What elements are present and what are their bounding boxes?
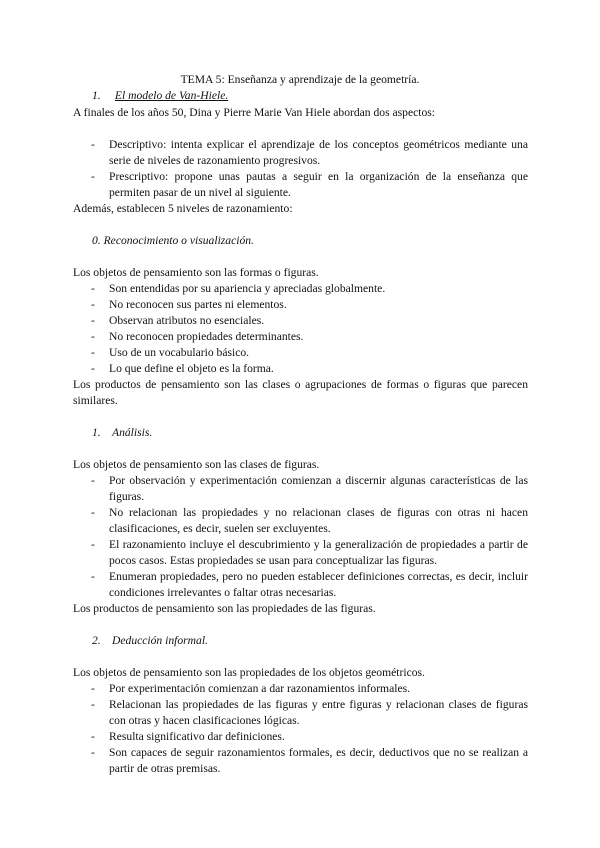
level-2-list bbox=[73, 681, 528, 777]
section-heading-text: El modelo de Van-Hiele. bbox=[114, 89, 229, 102]
list-item: - Prescriptivo: propone unas pautas a seguir en la organización de la enseñanza que permiten pasar de un nivel al siguiente. bbox=[91, 170, 528, 199]
list-item: - No reconocen sus partes ni elementos. bbox=[91, 298, 287, 311]
level-1-list bbox=[73, 473, 528, 601]
list-item: - Uso de un vocabulario básico. bbox=[91, 346, 250, 359]
section-intro: A finales de los años 50, Dina y Pierre Marie Van Hiele abordan dos aspectos: bbox=[73, 106, 435, 119]
level-0-products: Los productos de pensamiento son las clases o agrupaciones de formas o figuras que parecen similares. bbox=[73, 378, 528, 407]
section-heading-van-hiele bbox=[92, 88, 228, 104]
list-item: - Relacionan las propiedades de las figuras y entre figuras y relacionan clases de figuras con otras y hacen clasificaciones lógicas. bbox=[91, 698, 528, 727]
level-2-heading: 2. Deducción informal. bbox=[92, 634, 208, 647]
level-0-objects: Los objetos de pensamiento son las formas o figuras. bbox=[73, 266, 319, 279]
list-item: - Observan atributos no esenciales. bbox=[91, 314, 265, 327]
level-1-products: Los productos de pensamiento son las propiedades de las figuras. bbox=[73, 602, 376, 615]
list-item: - Descriptivo: intenta explicar el aprendizaje de los conceptos geométricos mediante una serie de niveles de razonamiento progresivos. bbox=[91, 138, 528, 167]
list-item: - Lo que define el objeto es la forma. bbox=[91, 362, 274, 375]
level-0-list bbox=[73, 281, 528, 377]
section-number: 1. bbox=[92, 89, 101, 102]
list-item: - El razonamiento incluye el descubrimiento y la generalización de propiedades a partir de pocos casos. Estas propiedades se usan para conceptualizar las figuras. bbox=[91, 538, 528, 567]
list-item: - Por experimentación comienzan a dar razonamientos informales. bbox=[91, 682, 410, 695]
page-title: TEMA 5: Enseñanza y aprendizaje de la geometría. bbox=[180, 73, 420, 86]
list-item: - Enumeran propiedades, pero no pueden establecer definiciones correctas, es decir, incluir condiciones irrelevantes o faltar otras necesarias. bbox=[91, 570, 528, 599]
list-item: - Resulta significativo dar definiciones. bbox=[91, 730, 285, 743]
level-0-heading: 0. Reconocimiento o visualización. bbox=[92, 234, 254, 247]
list-item: - No reconocen propiedades determinantes. bbox=[91, 330, 304, 343]
level-2-objects: Los objetos de pensamiento son las propiedades de los objetos geométricos. bbox=[73, 666, 425, 679]
level-1-heading: 1. Análisis. bbox=[92, 426, 153, 439]
list-item: - Son capaces de seguir razonamientos formales, es decir, deductivos que no se realizan a partir de otras premisas. bbox=[91, 746, 528, 775]
list-item: - No relacionan las propiedades y no relacionan clases de figuras con otras ni hacen clasificaciones, es decir, suelen ser excluyentes. bbox=[91, 506, 528, 535]
list-item: - Son entendidas por su apariencia y apreciadas globalmente. bbox=[91, 282, 386, 295]
list-item: - Por observación y experimentación comienzan a discernir algunas características de las figuras. bbox=[91, 474, 528, 503]
aspects-list bbox=[73, 137, 528, 201]
levels-intro: Además, establecen 5 niveles de razonamiento: bbox=[73, 202, 293, 215]
level-1-objects: Los objetos de pensamiento son las clases de figuras. bbox=[73, 458, 320, 471]
